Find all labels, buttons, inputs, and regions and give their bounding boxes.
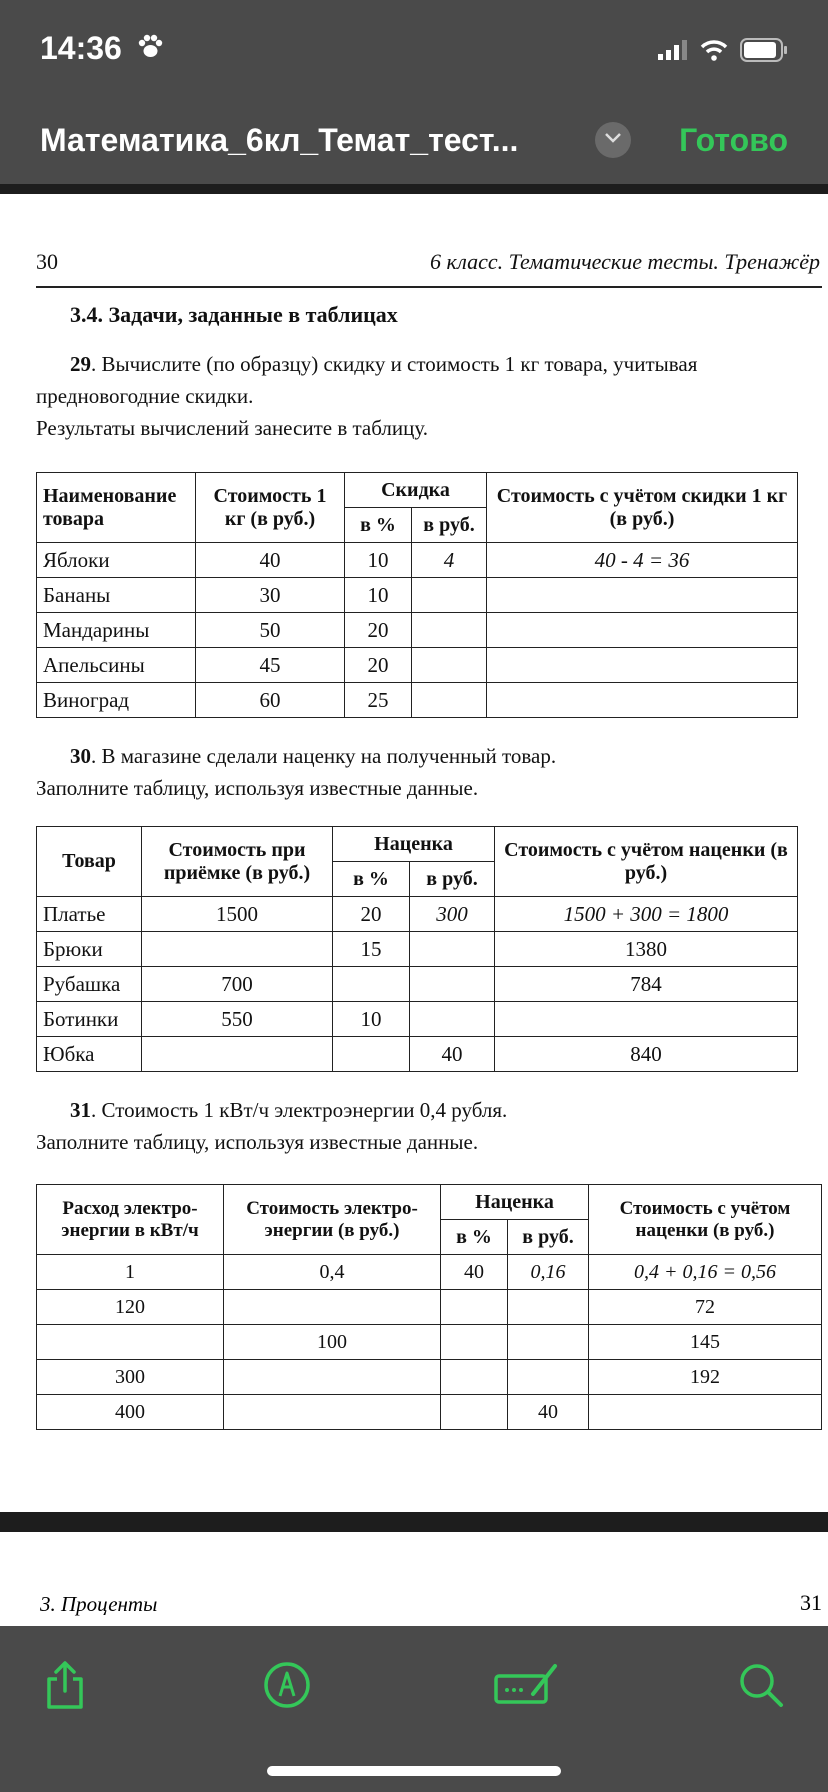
table-header: Товар	[37, 827, 142, 897]
table-header: в руб.	[412, 508, 487, 543]
running-head: 6 класс. Тематические тесты. Тренажёр	[429, 249, 820, 274]
table-row: Ботинки 550 10	[37, 1002, 798, 1037]
table-header: Наценка	[441, 1185, 589, 1220]
task-29-table	[36, 472, 798, 718]
table-header: Стоимость при приёмке (в руб.)	[142, 827, 333, 897]
page-number: 30	[36, 249, 58, 274]
table-header: в руб.	[410, 862, 495, 897]
table-row: Брюки 15 1380	[37, 932, 798, 967]
done-button[interactable]: Готово	[679, 122, 788, 158]
task-number: 30	[70, 744, 91, 768]
table-header: Наценка	[333, 827, 495, 862]
table-row: 400 40	[37, 1395, 822, 1430]
table-header: Стоимость с учётом скидки 1 кг (в руб.)	[487, 473, 798, 543]
navigation-bar	[0, 100, 828, 194]
chapter-title: 3. Проценты	[40, 1592, 158, 1616]
table-row: 120 72	[37, 1290, 822, 1325]
next-page	[0, 1532, 828, 1626]
markup-icon	[263, 1661, 311, 1714]
table-header: в %	[345, 508, 412, 543]
document-page	[0, 194, 828, 1512]
task-29-text: 29. Вычислите (по образцу) скидку и стоимость 1 кг товара, учитывая предновогодние скидки. Результаты вычислений занесите в таблицу.	[36, 352, 698, 440]
table-row: Бананы 30 10	[37, 578, 798, 613]
table-header: Стоимость 1 кг (в руб.)	[196, 473, 345, 543]
task-31-table	[36, 1184, 822, 1430]
clock: 14:36	[40, 30, 122, 66]
signature-icon	[493, 1662, 559, 1713]
table-header: Стоимость с учётом наценки (в руб.)	[495, 827, 798, 897]
table-header: Стоимость с учётом наценки (в руб.)	[589, 1185, 822, 1255]
table-row: 300 192	[37, 1360, 822, 1395]
table-header: в руб.	[508, 1220, 589, 1255]
table-header: в %	[441, 1220, 508, 1255]
battery-icon	[740, 38, 788, 67]
home-indicator[interactable]	[267, 1766, 561, 1776]
table-row: Рубашка 700 784	[37, 967, 798, 1002]
page-divider	[0, 1512, 828, 1532]
page-number: 31	[800, 1590, 822, 1615]
table-header: Расход электро- энергии в кВт/ч	[37, 1185, 224, 1255]
bottom-toolbar	[0, 1626, 828, 1792]
table-header: Стоимость электро- энергии (в руб.)	[224, 1185, 441, 1255]
table-header: Скидка	[345, 473, 487, 508]
signature-button[interactable]	[490, 1662, 562, 1712]
status-bar	[0, 0, 828, 100]
table-row: Виноград 60 25	[37, 683, 798, 718]
share-icon	[43, 1661, 87, 1714]
table-row: Юбка 40 840	[37, 1037, 798, 1072]
chevron-down-icon	[604, 131, 622, 149]
task-number: 31	[70, 1098, 91, 1122]
section-heading: 3.4. Задачи, заданные в таблицах	[70, 302, 398, 327]
table-row: Платье 1500 20 300 1500 + 300 = 1800	[37, 897, 798, 932]
markup-button[interactable]	[262, 1662, 312, 1712]
signal-icon	[658, 40, 688, 65]
task-30-text: 30. В магазине сделали наценку на полученный товар. Заполните таблицу, используя известные данные.	[36, 744, 557, 800]
table-row: 1 0,4 40 0,16 0,4 + 0,16 = 0,56	[37, 1255, 822, 1290]
table-row: 100 145	[37, 1325, 822, 1360]
title-menu-button[interactable]	[595, 122, 631, 158]
wifi-icon	[700, 39, 728, 66]
document-title[interactable]: Математика_6кл_Темат_тест...	[40, 122, 519, 158]
task-31-text: 31. Стоимость 1 кВт/ч электроэнергии 0,4 рубля. Заполните таблицу, используя известные данные.	[36, 1098, 508, 1154]
share-button[interactable]	[40, 1662, 90, 1712]
table-header: в %	[333, 862, 410, 897]
search-icon	[738, 1662, 784, 1713]
header-rule	[36, 286, 822, 288]
table-header: Наименование товара	[37, 473, 196, 543]
task-number: 29	[70, 352, 91, 376]
table-row: Мандарины 50 20	[37, 613, 798, 648]
table-row: Яблоки 40 10 4 40 - 4 = 36	[37, 543, 798, 578]
paw-icon	[136, 34, 164, 65]
search-button[interactable]	[736, 1662, 786, 1712]
table-row: Апельсины 45 20	[37, 648, 798, 683]
task-30-table	[36, 826, 798, 1072]
